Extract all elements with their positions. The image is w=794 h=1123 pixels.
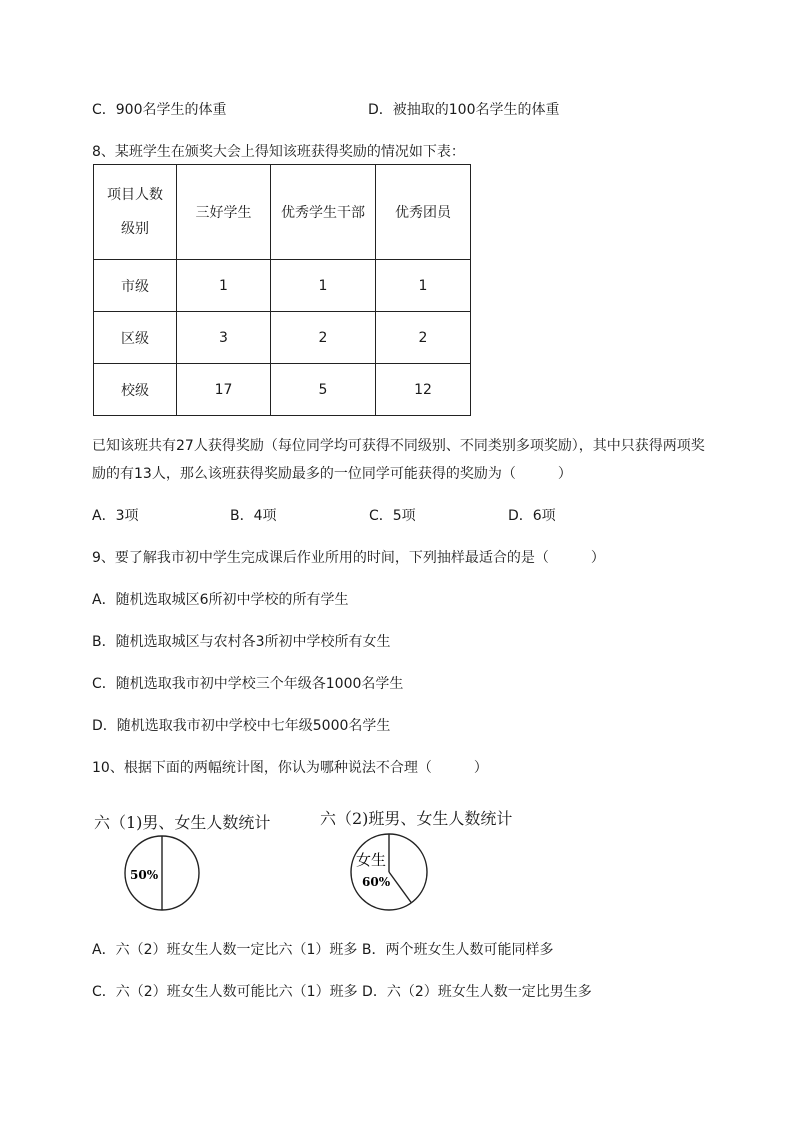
table-cell: 3 [177,312,271,364]
table-cell: 2 [271,312,376,364]
pie-1-title: 六（1)男、女生人数统计 [94,813,271,832]
table-cell: 5 [271,364,376,416]
pie-chart-1 [122,834,204,912]
corner-line-2: 级别 [121,221,149,237]
q8-option-c: C．5项 [369,508,416,524]
corner-line-1: 项目人数 [107,187,163,203]
column-header: 优秀学生干部 [271,165,376,260]
table-cell: 1 [177,260,271,312]
q10-stem: 10、根据下面的两幅统计图，你认为哪种说法不合理（ ） [92,760,488,776]
row-level: 校级 [94,364,177,416]
q8-text-line-2: 励的有13人，那么该班获得奖励最多的一位同学可能获得的奖励为（ ） [92,466,572,482]
q9-option-b: B．随机选取城区与农村各3所初中学校所有女生 [92,634,391,650]
pie-2-title: 六（2)班男、女生人数统计 [320,809,513,828]
row-level: 区级 [94,312,177,364]
pie-1-percent-label: 50% [130,868,159,882]
table-row [94,260,471,312]
table-row [94,312,471,364]
table-cell: 12 [376,364,471,416]
table-cell: 2 [376,312,471,364]
table-cell: 1 [271,260,376,312]
column-header: 优秀团员 [376,165,471,260]
pie-chart-2 [348,832,432,912]
q9-stem: 9、要了解我市初中学生完成课后作业所用的时间，下列抽样最适合的是（ ） [92,550,605,566]
awards-table [93,164,471,416]
table-cell: 17 [177,364,271,416]
pie-2-percent-label: 60% [362,875,391,889]
q7-option-d: D．被抽取的100名学生的体重 [368,102,560,118]
table-row [94,364,471,416]
q8-text-line-1: 已知该班共有27人获得奖励（每位同学均可获得不同级别、不同类别多项奖励），其中只获得两项奖 [92,438,705,454]
q9-option-d: D．随机选取我市初中学校中七年级5000名学生 [92,718,391,734]
q7-option-c: C．900名学生的体重 [92,102,227,118]
q9-option-a: A．随机选取城区6所初中学校的所有学生 [92,592,349,608]
q8-option-a: A．3项 [92,508,139,524]
table-corner-header [94,165,177,260]
column-header: 三好学生 [177,165,271,260]
q8-option-d: D．6项 [508,508,556,524]
row-level: 市级 [94,260,177,312]
q10-option-line-2: C．六（2）班女生人数可能比六（1）班多 D．六（2）班女生人数一定比男生多 [92,984,592,1000]
q8-option-b: B．4项 [230,508,277,524]
q9-option-c: C．随机选取我市初中学校三个年级各1000名学生 [92,676,404,692]
table-cell: 1 [376,260,471,312]
q8-stem: 8、某班学生在颁奖大会上得知该班获得奖励的情况如下表： [92,144,465,160]
pie-2-female-label: 女生 [356,851,387,869]
q10-option-line-1: A．六（2）班女生人数一定比六（1）班多 B．两个班女生人数可能同样多 [92,942,554,958]
